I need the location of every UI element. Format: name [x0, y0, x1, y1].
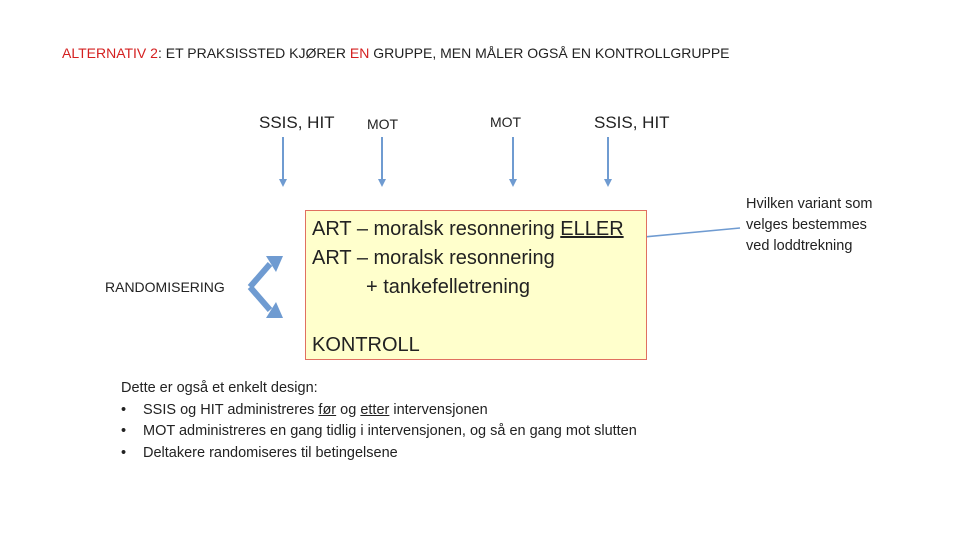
intervention-line-1	[312, 218, 624, 241]
title-alternative: ALTERNATIV 2	[62, 45, 158, 61]
title-text-b: GRUPPE, MEN MÅLER OGSÅ EN KONTROLLGRUPPE	[369, 45, 730, 61]
intervention-or: ELLER	[560, 218, 624, 240]
randomization-label: RANDOMISERING	[105, 279, 225, 295]
design-notes	[121, 378, 637, 464]
title-emphasis: EN	[349, 45, 370, 61]
control-label: KONTROLL	[312, 334, 420, 356]
lottery-note-line-1: Hvilken variant som	[746, 196, 873, 212]
bullet-1-after: etter	[360, 401, 390, 418]
intervention-line-2: ART – moralsk resonnering	[312, 247, 555, 269]
bullet-1-before: før	[318, 401, 337, 418]
measure-mot-late: MOT	[490, 114, 522, 130]
notes-bullet-3	[121, 443, 637, 465]
randomization-fork-icon	[250, 264, 270, 310]
bullet-2-text: MOT administreres en gang tidlig i intervensjonen, og så en gang mot slutten	[143, 423, 637, 439]
notes-bullet-2	[121, 421, 637, 443]
bullet-3-text: Deltakere randomiseres til betingelsene	[143, 444, 398, 461]
bullet-icon: •	[121, 401, 127, 418]
bullet-icon: •	[121, 444, 127, 461]
lottery-note	[746, 194, 873, 257]
intervention-line-1-text: ART – moralsk resonnering	[312, 218, 561, 240]
notes-heading: Dette er også et enkelt design:	[121, 380, 318, 396]
bullet-1-text-a: SSIS og HIT administreres	[143, 401, 319, 418]
arrow-lottery-note	[633, 228, 740, 238]
lottery-note-line-2: velges bestemmes	[746, 217, 867, 233]
bullet-1-text-b: og	[336, 401, 361, 418]
bullet-1-text-c: intervensjonen	[389, 401, 488, 418]
bullet-icon: •	[121, 423, 127, 439]
intervention-box	[305, 210, 647, 360]
measure-mot-early: MOT	[367, 116, 399, 132]
lottery-note-line-3: ved loddtrekning	[746, 238, 853, 254]
intervention-line-3: + tankefelletrening	[366, 276, 531, 298]
measure-ssis-hit-pre: SSIS, HIT	[259, 113, 335, 132]
title-text-a: : ET PRAKSISSTED KJØRER	[157, 45, 350, 61]
notes-bullet-1	[121, 400, 637, 422]
measure-ssis-hit-post: SSIS, HIT	[594, 113, 670, 132]
